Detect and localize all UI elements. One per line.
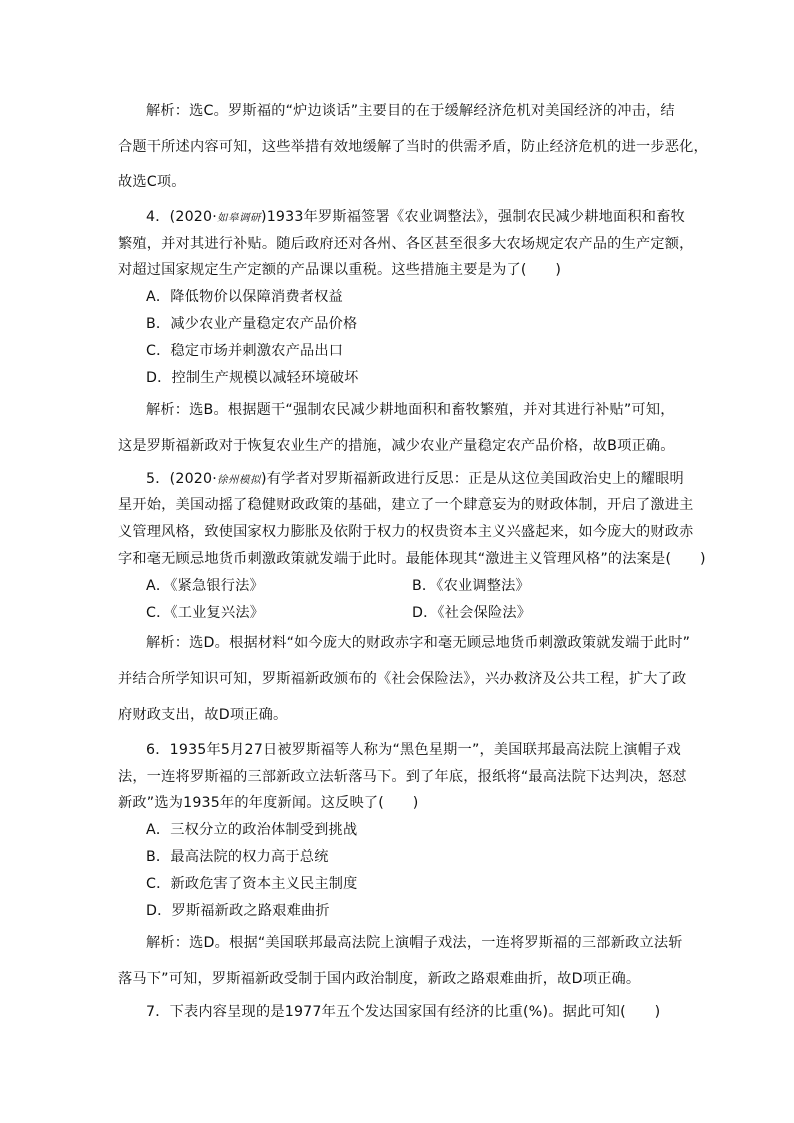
q4-number: 4．(2020· (146, 209, 217, 225)
q5-stem-line (146, 469, 706, 490)
q5-option-b: B．《农业调整法》 (412, 578, 530, 594)
q5-option-c: C．《工业复兴法》 (146, 605, 265, 621)
q4-option-d: D．控制生产规模以减轻环境破坏 (146, 370, 359, 386)
q5-source: 徐州模拟 (216, 474, 261, 486)
q6-stem-line: 6．1935年5月27日被罗斯福等人称为“黑色星期一”，美国联邦最高法院上演帽子戏 (146, 742, 681, 758)
q4-option-b: B．减少农业产量稳定农产品价格 (146, 316, 358, 332)
q7-stem-line: 7．下表内容呈现的是1977年五个发达国家国有经济的比重(%)。据此可知( ) (146, 1004, 661, 1020)
q4-option-c: C．稳定市场并刺激农产品出口 (146, 343, 344, 359)
q5-stem-line: 字和毫无顾忌地货币刺激政策就发端于此时。最能体现其“激进主义管理风格”的法案是( ) (118, 551, 706, 567)
q6-analysis-line: 解析：选D。根据“美国联邦最高法院上演帽子戏法，一连将罗斯福的三部新政立法斩 (146, 935, 683, 951)
q5-stem-text: )有学者对罗斯福新政进行反思：正是从这位美国政治史上的耀眼明 (260, 471, 684, 487)
q6-option-c: C．新政危害了资本主义民主制度 (146, 876, 358, 892)
q4-stem-line: 繁殖，并对其进行补贴。随后政府还对各州、各区甚至很多大农场规定农产品的生产定额， (118, 236, 694, 252)
q5-analysis-line: 解析：选D。根据材料“如今庞大的财政赤字和毫无顾忌地货币刺激政策就发端于此时” (146, 635, 691, 651)
q6-option-a: A．三权分立的政治体制受到挑战 (146, 822, 358, 838)
q6-analysis-line: 落马下”可知，罗斯福新政受制于国内政治制度，新政之路艰难曲折，故D项正确。 (118, 971, 641, 987)
q5-analysis-line: 并结合所学知识可知，罗斯福新政颁布的《社会保险法》，兴办救济及公共工程，扩大了政 (118, 671, 687, 687)
q4-stem-text: )1933年罗斯福签署《农业调整法》，强制农民减少耕地面积和畜牧 (260, 209, 685, 225)
q6-stem-line: 法，一连将罗斯福的三部新政立法斩落马下。到了年底，报纸将“最高法院下达判决，怒怼 (118, 769, 687, 785)
q6-option-d: D．罗斯福新政之路艰难曲折 (146, 903, 330, 919)
q5-option-d: D．《社会保险法》 (412, 605, 532, 621)
q4-source: 如皋调研 (216, 212, 261, 224)
q3-analysis-line: 解析：选C。罗斯福的“炉边谈话”主要目的在于缓解经济危机对美国经济的冲击，结 (146, 103, 675, 119)
q6-option-b: B．最高法院的权力高于总统 (146, 849, 329, 865)
q5-stem-line: 星开始，美国动摇了稳健财政政策的基础，建立了一个肆意妄为的财政体制，开启了激进主 (118, 497, 694, 513)
q3-analysis-line: 故选C项。 (118, 174, 186, 190)
q4-analysis-line: 这是罗斯福新政对于恢复农业生产的措施，减少农业产量稳定农产品价格，故B项正确。 (118, 438, 675, 454)
q6-stem-line: 新政”选为1935年的年度新闻。这反映了( ) (118, 795, 419, 811)
q5-stem-line: 义管理风格，致使国家权力膨胀及依附于权力的权贵资本主义兴盛起来，如今庞大的财政赤 (118, 524, 694, 540)
q5-analysis-line: 府财政支出，故D项正确。 (118, 707, 288, 723)
q3-analysis-line: 合题干所述内容可知，这些举措有效地缓解了当时的供需矛盾，防止经济危机的进一步恶化， (118, 139, 708, 155)
q4-stem-line: 对超过国家规定生产定额的产品课以重税。这些措施主要是为了( ) (118, 262, 562, 278)
q4-option-a: A．降低物价以保障消费者权益 (146, 289, 343, 305)
q4-stem-line (146, 207, 706, 228)
q5-option-a: A．《紧急银行法》 (146, 578, 264, 594)
q4-analysis-line: 解析：选B。根据题干“强制农民减少耕地面积和畜牧繁殖，并对其进行补贴”可知， (146, 402, 675, 418)
q5-number: 5．(2020· (146, 471, 217, 487)
